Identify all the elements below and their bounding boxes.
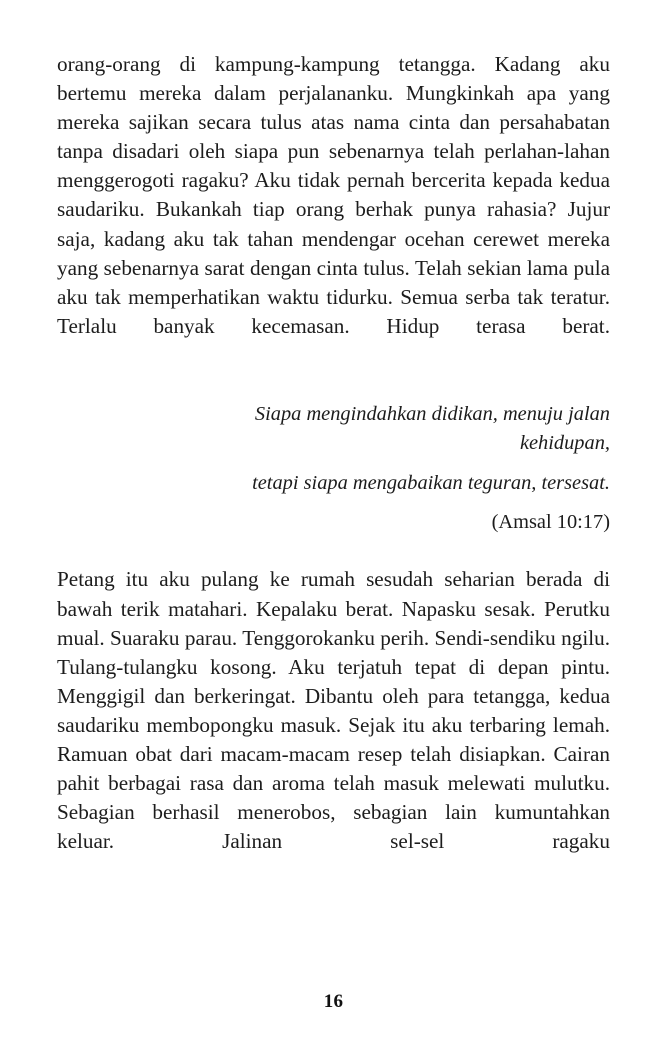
spacer [57,537,610,565]
quote-line-2: tetapi siapa mengabaikan teguran, tersesat. [252,472,610,495]
text-column [57,50,610,885]
page-number: 16 [323,991,344,1012]
spacer [57,458,610,469]
quote-line-1-wrap: kehidupan, [519,432,610,455]
spacer [57,498,610,508]
scripture-quote-block [57,400,610,537]
body-paragraph-1: orang-orang di kampung-kampung tetangga. Kadang aku bertemu mereka dalam perjalananku. Mungkinkah apa yang mereka sajikan secara tulus atas nama cinta dan persahabatan tanpa disadari oleh siapa pun sebenarnya telah perlahan-lahan menggerogoti ragaku? Aku tidak pernah bercerita kepada kedua saudariku. Bukankah tiap orang berhak punya rahasia? Jujur saja, kadang aku tak tahan mendengar ocehan cerewet mereka yang sebenarnya sarat dengan cinta tulus. Telah sekian lama pula aku tak memperhatikan waktu tidurku. Semua serba tak teratur. Terlalu banyak kecemasan. Hidup terasa berat. [57,52,610,338]
spacer [57,370,610,400]
body-paragraph-2: Petang itu aku pulang ke rumah sesudah seharian berada di bawah terik matahari. Kepalaku berat. Napasku sesak. Perutku mual. Suaraku parau. Tenggorokanku perih. Sendi-sendiku ngilu. Tulang-tulangku kosong. Aku terjatuh tepat di depan pintu. Menggigil dan berkeringat. Dibantu oleh para tetangga, kedua saudariku membopongku masuk. Sejak itu aku terbaring lemah. Ramuan obat dari macam-macam resep telah disiapkan. Cairan pahit berbagai rasa dan aroma telah masuk melewati mulutku. Sebagian berhasil menerobos, sebagian lain kumuntahkan keluar. Jalinan sel-sel ragaku [57,567,611,854]
quote-line-1: Siapa mengindahkan didikan, menuju jalan [254,403,610,426]
quote-attribution: (Amsal 10:17) [491,511,610,534]
